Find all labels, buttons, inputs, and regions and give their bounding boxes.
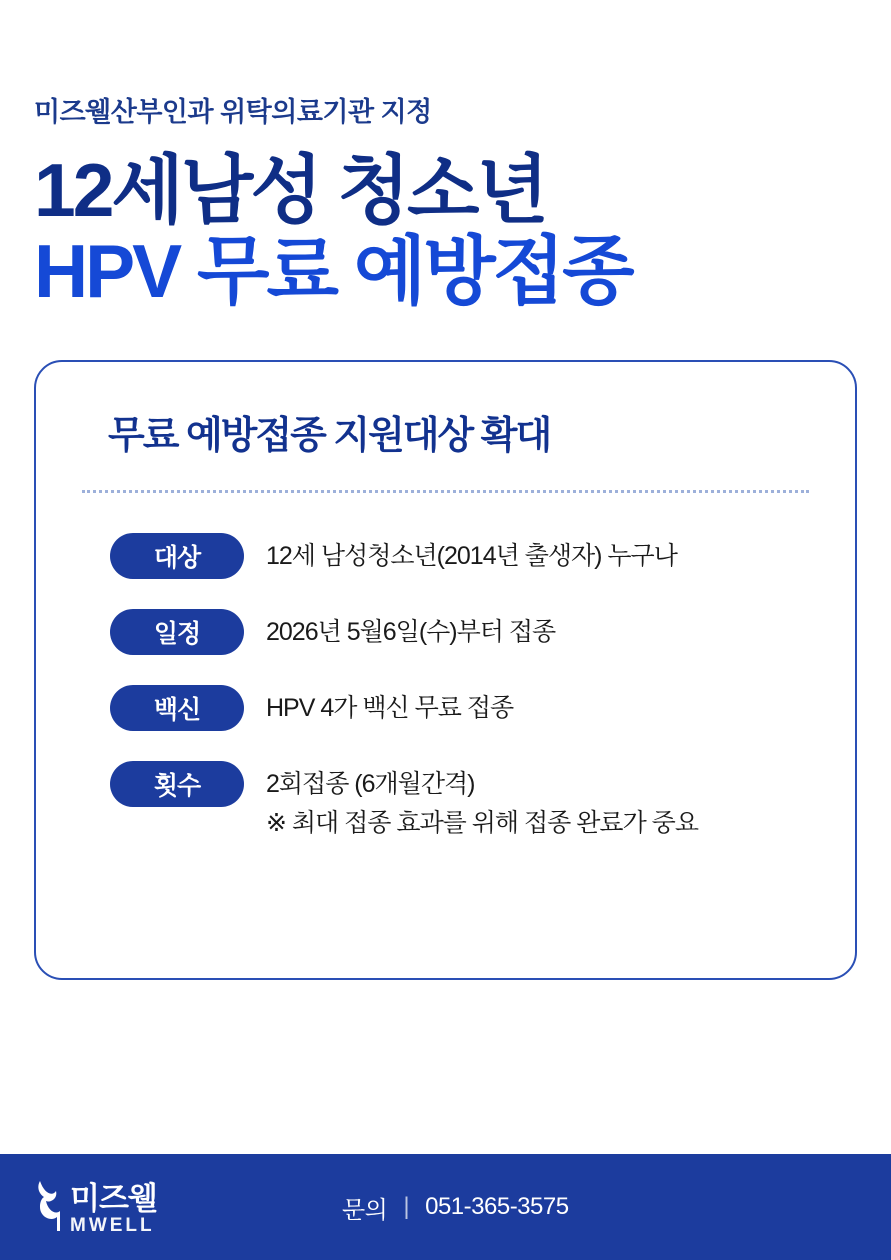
card-title: 무료 예방접종 지원대상 확대 <box>108 415 551 458</box>
row-value <box>266 533 677 575</box>
headline-line-1: 12세남성 청소년 <box>34 148 546 233</box>
row-label-badge: 백신 <box>110 685 244 731</box>
row-label-badge: 대상 <box>110 533 244 579</box>
row-value <box>266 609 555 651</box>
headline-line-2: HPV 무료 예방접종 <box>34 229 632 314</box>
logo-mark-icon <box>34 1179 68 1235</box>
info-row <box>110 761 815 842</box>
row-value-main: 12세 남성청소년(2014년 출생자) 누구나 <box>266 541 677 570</box>
info-card-wrapper <box>0 312 891 1154</box>
info-card <box>34 360 857 980</box>
contact-phone-number: 051-365-3575 <box>425 1193 569 1220</box>
logo-english-text: MWELL <box>70 1215 155 1236</box>
row-value-main: 2026년 5월6일(수)부터 접종 <box>266 617 556 646</box>
page-title <box>34 150 857 312</box>
row-label-badge: 일정 <box>110 609 244 655</box>
contact-label: 문의 <box>342 1196 388 1224</box>
row-value-main: 2회접종 (6개월간격) <box>266 769 475 798</box>
row-label-badge: 횟수 <box>110 761 244 807</box>
info-row-list <box>76 533 815 842</box>
brand-logo <box>34 1179 214 1235</box>
row-value <box>266 685 513 727</box>
poster-footer <box>0 1154 891 1260</box>
contact-separator: | <box>403 1193 410 1220</box>
eyebrow-text: 미즈웰산부인과 위탁의료기관 지정 <box>34 97 432 127</box>
row-value-main: HPV 4가 백신 무료 접종 <box>266 693 514 722</box>
poster-header <box>0 0 891 312</box>
logo-wordmark <box>70 1183 157 1235</box>
row-value-note: ※ 최대 접종 효과를 위해 접종 완료가 중요 <box>266 809 698 838</box>
contact-info <box>342 1190 569 1225</box>
row-value <box>266 761 698 842</box>
dotted-divider <box>82 490 809 493</box>
logo-korean-text: 미즈웰 <box>70 1181 157 1216</box>
info-row <box>110 609 815 655</box>
info-row <box>110 685 815 731</box>
info-row <box>110 533 815 579</box>
